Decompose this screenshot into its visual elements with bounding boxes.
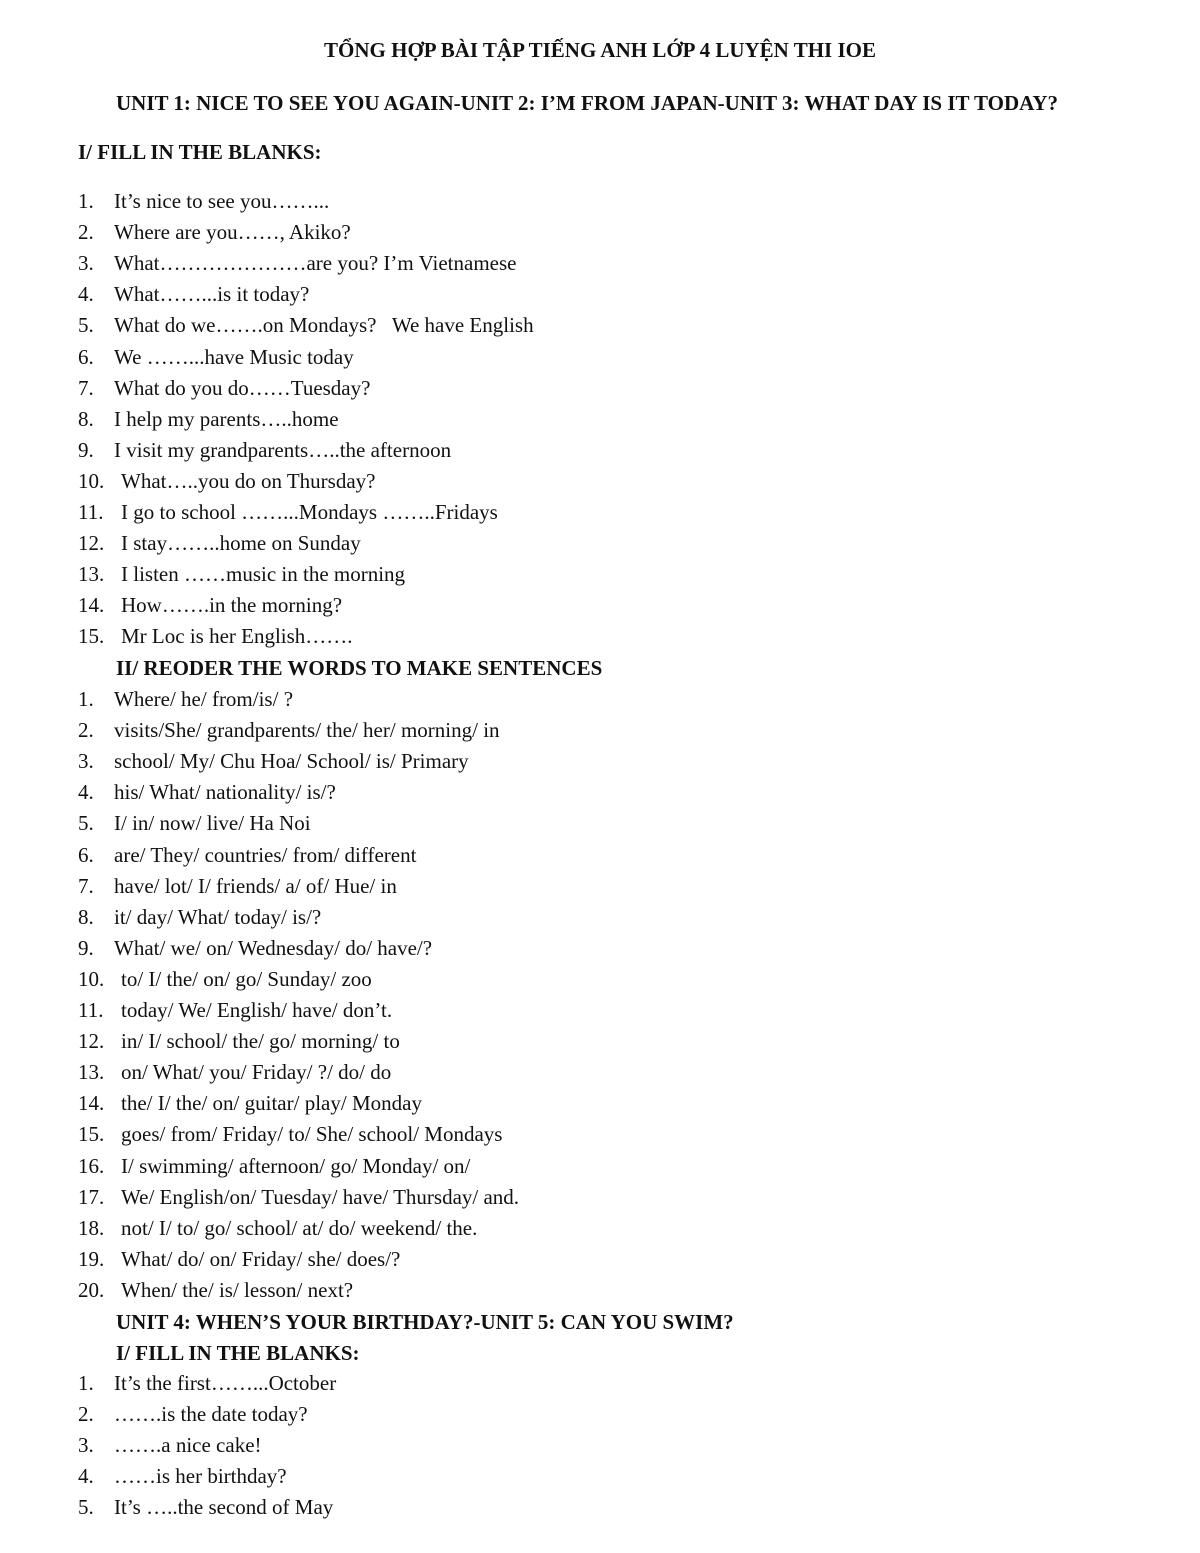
item-number: 1. [78,687,94,711]
item-number: 6. [78,345,94,369]
item-text: not/ I/ to/ go/ school/ at/ do/ weekend/ the. [121,1216,478,1240]
item-text: I/ swimming/ afternoon/ go/ Monday/ on/ [121,1154,471,1178]
item-text: What…..you do on Thursday? [121,469,376,493]
item-number: 3. [78,749,94,773]
item-text: I/ in/ now/ live/ Ha Noi [114,811,311,835]
item-text: I listen ……music in the morning [121,562,406,586]
item-number: 16. [78,1154,105,1178]
item-text: We/ English/on/ Tuesday/ have/ Thursday/ and. [121,1185,520,1209]
item-number: 4. [78,780,94,804]
item-number: 3. [78,1433,94,1457]
item-text: on/ What/ you/ Friday/ ?/ do/ do [121,1060,392,1084]
item-text: How…….in the morning? [121,593,343,617]
item-number: 12. [78,1029,105,1053]
item-text: It’s nice to see you……... [114,189,330,213]
item-number: 5. [78,313,94,337]
item-number: 6. [78,843,94,867]
item-number: 14. [78,593,105,617]
item-number: 8. [78,905,94,929]
item-number: 1. [78,1371,94,1395]
item-number: 11. [78,500,104,524]
item-number: 8. [78,407,94,431]
item-number: 15. [78,1122,105,1146]
item-text: ……is her birthday? [114,1464,287,1488]
unit-4-5-heading: UNIT 4: WHEN’S YOUR BIRTHDAY?-UNIT 5: CAN YOU SWIM? [116,1310,734,1334]
item-number: 4. [78,1464,94,1488]
item-text: have/ lot/ I/ friends/ a/ of/ Hue/ in [114,874,397,898]
item-text: to/ I/ the/ on/ go/ Sunday/ zoo [121,967,372,991]
item-number: 17. [78,1185,105,1209]
item-number: 7. [78,376,94,400]
item-text: his/ What/ nationality/ is/? [114,780,336,804]
item-number: 12. [78,531,105,555]
item-number: 7. [78,874,94,898]
item-text: I help my parents…..home [114,407,339,431]
item-number: 5. [78,811,94,835]
item-text: What do you do……Tuesday? [114,376,371,400]
item-number: 2. [78,1402,94,1426]
item-text: school/ My/ Chu Hoa/ School/ is/ Primary [114,749,469,773]
item-text: We ……...have Music today [114,345,354,369]
item-number: 14. [78,1091,105,1115]
reorder-heading: II/ REODER THE WORDS TO MAKE SENTENCES [116,656,603,680]
item-number: 18. [78,1216,105,1240]
item-text: What……...is it today? [114,282,310,306]
document-title: TỔNG HỢP BÀI TẬP TIẾNG ANH LỚP 4 LUYỆN THI IOE [324,38,876,62]
item-text: What…………………are you? I’m Vietnamese [114,251,517,275]
item-text: visits/She/ grandparents/ the/ her/ morning/ in [114,718,500,742]
fill-blanks-heading-2: I/ FILL IN THE BLANKS: [116,1341,360,1365]
item-text: are/ They/ countries/ from/ different [114,843,417,867]
item-text: the/ I/ the/ on/ guitar/ play/ Monday [121,1091,422,1115]
item-number: 15. [78,624,105,648]
item-text: today/ We/ English/ have/ don’t. [121,998,393,1022]
item-number: 13. [78,1060,105,1084]
item-text: What/ we/ on/ Wednesday/ do/ have/? [114,936,433,960]
item-text: I visit my grandparents…..the afternoon [114,438,452,462]
item-text: goes/ from/ Friday/ to/ She/ school/ Mondays [121,1122,503,1146]
item-number: 10. [78,469,105,493]
item-number: 2. [78,718,94,742]
item-text: I go to school ……...Mondays ……..Fridays [121,500,498,524]
item-text: in/ I/ school/ the/ go/ morning/ to [121,1029,400,1053]
item-text: What/ do/ on/ Friday/ she/ does/? [121,1247,401,1271]
item-text: It’s …..the second of May [114,1495,334,1519]
item-number: 13. [78,562,105,586]
item-text: …….is the date today? [114,1402,308,1426]
item-text: Where are you……, Akiko? [114,220,351,244]
item-text: it/ day/ What/ today/ is/? [114,905,322,929]
item-number: 3. [78,251,94,275]
unit-1-3-heading: UNIT 1: NICE TO SEE YOU AGAIN-UNIT 2: I’M FROM JAPAN-UNIT 3: WHAT DAY IS IT TODAY? [116,91,1059,115]
item-number: 9. [78,936,94,960]
item-number: 5. [78,1495,94,1519]
item-text: I stay……..home on Sunday [121,531,361,555]
item-number: 11. [78,998,104,1022]
item-number: 10. [78,967,105,991]
item-number: 4. [78,282,94,306]
item-number: 20. [78,1278,105,1302]
item-text: When/ the/ is/ lesson/ next? [121,1278,354,1302]
item-text: Where/ he/ from/is/ ? [114,687,294,711]
item-number: 2. [78,220,94,244]
item-number: 9. [78,438,94,462]
item-text: What do we…….on Mondays? We have English [114,313,534,337]
fill-blanks-heading-1: I/ FILL IN THE BLANKS: [78,140,322,164]
item-text: …….a nice cake! [114,1433,262,1457]
item-text: Mr Loc is her English……. [121,624,353,648]
item-number: 19. [78,1247,105,1271]
item-number: 1. [78,189,94,213]
item-text: It’s the first……...October [114,1371,337,1395]
